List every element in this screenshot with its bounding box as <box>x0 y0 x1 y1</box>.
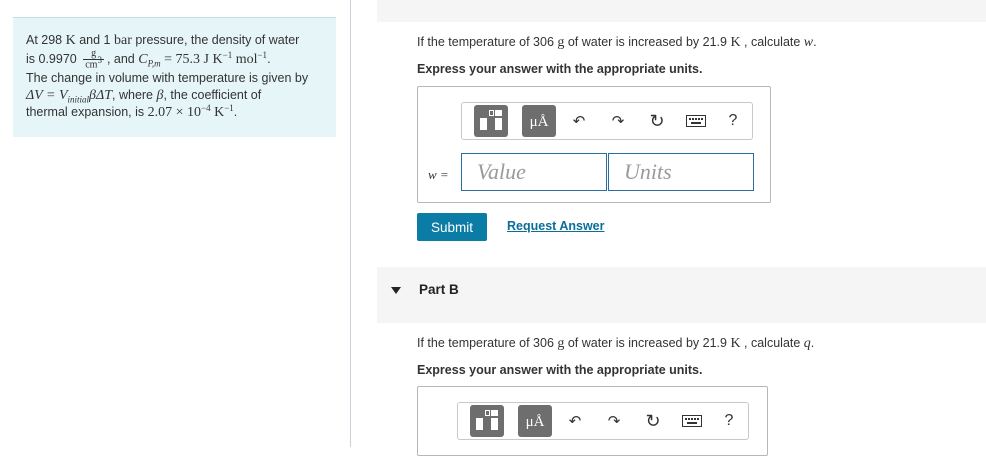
info-math: 2.07 × 10 <box>147 105 201 121</box>
template-block-icon <box>491 418 498 430</box>
info-text: At 298 <box>26 33 66 47</box>
exponent: −1 <box>224 103 234 114</box>
question-math: g <box>557 35 565 50</box>
volume-equation: ΔV = V <box>26 88 68 104</box>
question-text: . <box>810 336 815 350</box>
density-unit-fraction <box>83 49 104 70</box>
submit-button[interactable]: Submit <box>417 213 487 241</box>
part-a-header-band <box>377 0 986 22</box>
reset-icon[interactable]: ↻ <box>649 110 665 131</box>
question-text: , calculate <box>740 336 804 350</box>
undo-icon[interactable]: ↶ <box>572 113 586 130</box>
info-math: K <box>65 33 76 48</box>
part-b-instructions: Express your answer with the appropriate units. <box>417 363 703 377</box>
reset-icon[interactable]: ↻ <box>645 410 661 431</box>
part-a-answer-box <box>417 86 771 203</box>
redo-icon[interactable]: ↷ <box>611 113 625 130</box>
info-math: bar <box>113 33 132 48</box>
keyboard-icon[interactable] <box>684 109 708 133</box>
info-text: thermal expansion, is <box>26 105 148 120</box>
fraction-numerator: g <box>83 49 104 60</box>
info-line-2 <box>26 49 326 70</box>
question-text: If the temperature of 306 <box>417 336 558 350</box>
keyboard-icon[interactable] <box>680 409 704 433</box>
exponent: −4 <box>201 103 211 114</box>
info-math: = 75.3 J K <box>160 51 223 67</box>
part-b-title[interactable]: Part B <box>419 282 459 297</box>
beta-symbol: β <box>156 88 164 104</box>
templates-button[interactable] <box>470 405 504 437</box>
question-text: . <box>813 35 817 49</box>
equation-subscript: initial <box>67 94 90 105</box>
info-line-1 <box>26 32 326 49</box>
part-a-question <box>417 35 817 51</box>
help-icon[interactable]: ? <box>724 412 734 429</box>
templates-button[interactable] <box>474 105 508 137</box>
info-text: pressure, the density of water <box>131 33 300 47</box>
question-math: K <box>730 336 741 351</box>
question-math: g <box>557 336 565 351</box>
fraction-denominator <box>83 55 104 71</box>
info-text: and 1 <box>75 33 114 47</box>
fraction-denominator-text: cm <box>85 59 98 71</box>
template-block-icon <box>489 110 494 116</box>
template-block-icon <box>485 410 490 416</box>
question-math: K <box>730 35 741 50</box>
redo-icon[interactable]: ↷ <box>607 413 621 430</box>
info-text: . <box>233 105 238 120</box>
info-line-4 <box>26 87 326 104</box>
exponent: −1 <box>257 49 268 60</box>
info-text: , the coefficient of <box>163 88 262 103</box>
part-b-question <box>417 336 814 352</box>
part-a-instructions: Express your answer with the appropriate units. <box>417 62 703 76</box>
volume-equation: βΔT <box>89 88 113 104</box>
question-variable: w <box>803 35 814 50</box>
info-text: , and <box>106 51 139 66</box>
template-block-icon <box>480 118 487 130</box>
info-line-5 <box>26 104 326 121</box>
keyboard-icon-graphic <box>682 415 702 427</box>
question-text: of water is increased by 21.9 <box>564 336 731 350</box>
info-math: mol <box>232 51 258 67</box>
cp-symbol: C <box>138 51 148 67</box>
request-answer-link[interactable]: Request Answer <box>507 219 605 233</box>
value-input[interactable]: Value <box>461 153 607 191</box>
info-text: , where <box>112 88 157 103</box>
cp-subscript: P,m <box>147 58 161 69</box>
fraction-exponent: 3 <box>97 55 102 65</box>
units-input[interactable]: Units <box>608 153 754 191</box>
question-text: of water is increased by 21.9 <box>564 35 731 49</box>
part-b-answer-box <box>417 386 768 456</box>
info-line-3: The change in volume with temperature is given by <box>26 71 309 86</box>
help-icon[interactable]: ? <box>728 112 738 129</box>
exponent: −1 <box>222 49 233 60</box>
part-b-header[interactable] <box>377 267 986 323</box>
variable-label: w = <box>428 167 449 182</box>
info-math: K <box>210 105 225 121</box>
math-toolbar <box>461 102 753 140</box>
question-variable: q <box>803 336 811 351</box>
column-divider <box>350 0 351 447</box>
info-text: is 0.9970 <box>26 51 77 66</box>
info-text: . <box>267 51 271 66</box>
template-block-icon <box>491 410 498 416</box>
keyboard-icon-graphic <box>686 115 706 127</box>
template-block-icon <box>476 418 483 430</box>
template-block-icon <box>495 118 502 130</box>
units-symbols-button[interactable]: μÅ <box>518 405 552 437</box>
question-text: If the temperature of 306 <box>417 35 558 49</box>
problem-info-panel <box>13 17 336 137</box>
undo-icon[interactable]: ↶ <box>568 413 582 430</box>
math-toolbar <box>457 402 749 440</box>
template-block-icon <box>495 110 502 116</box>
units-symbols-button[interactable]: μÅ <box>522 105 556 137</box>
question-text: , calculate <box>740 35 804 49</box>
collapse-caret-icon[interactable] <box>391 287 401 294</box>
